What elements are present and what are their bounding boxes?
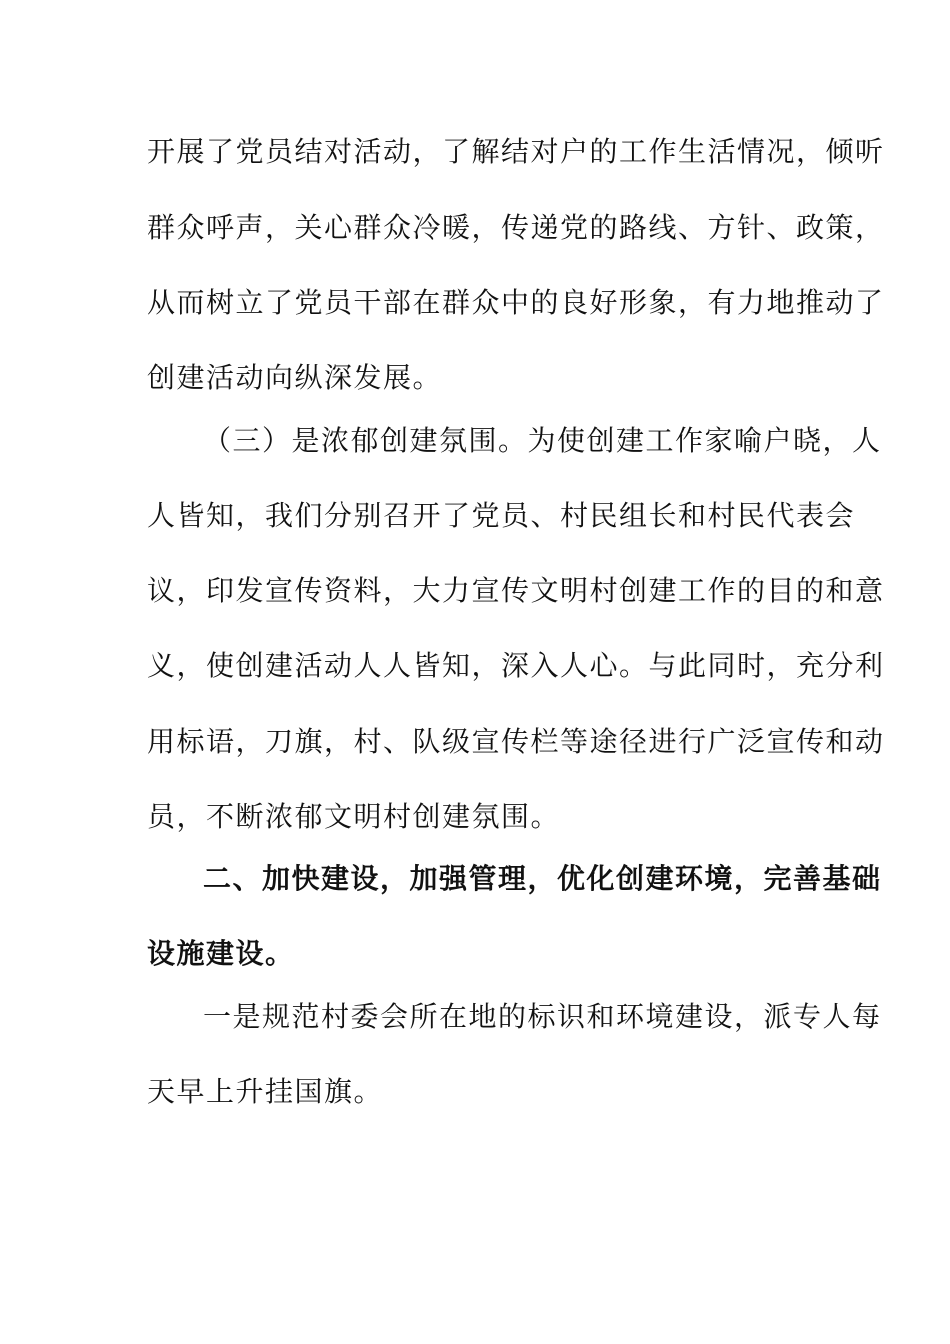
paragraph-line: 天早上升挂国旗。 <box>147 1075 384 1108</box>
section-heading-line: 二、加快建设，加强管理，优化创建环境，完善基础 <box>203 862 882 895</box>
paragraph-line: 群众呼声，关心群众冷暖，传递党的路线、方针、政策， <box>147 211 885 244</box>
paragraph-line: 用标语，刀旗，村、队级宣传栏等途径进行广泛宣传和动 <box>147 725 885 758</box>
paragraph-line: 从而树立了党员干部在群众中的良好形象，有力地推动了 <box>147 286 885 319</box>
paragraph-line: 创建活动向纵深发展。 <box>147 361 443 394</box>
paragraph-line: 员，不断浓郁文明村创建氛围。 <box>147 800 561 833</box>
paragraph-line: 人皆知，我们分别召开了党员、村民组长和村民代表会 <box>147 499 856 532</box>
paragraph-line: 议，印发宣传资料，大力宣传文明村创建工作的目的和意 <box>147 574 885 607</box>
paragraph-line: 义，使创建活动人人皆知，深入人心。与此同时，充分利 <box>147 649 885 682</box>
paragraph-line: 一是规范村委会所在地的标识和环境建设，派专人每 <box>203 1000 882 1033</box>
paragraph-line: （三）是浓郁创建氛围。为使创建工作家喻户晓，人 <box>203 424 882 457</box>
paragraph-line: 开展了党员结对活动，了解结对户的工作生活情况，倾听 <box>147 135 885 168</box>
section-heading-line: 设施建设。 <box>147 937 295 970</box>
